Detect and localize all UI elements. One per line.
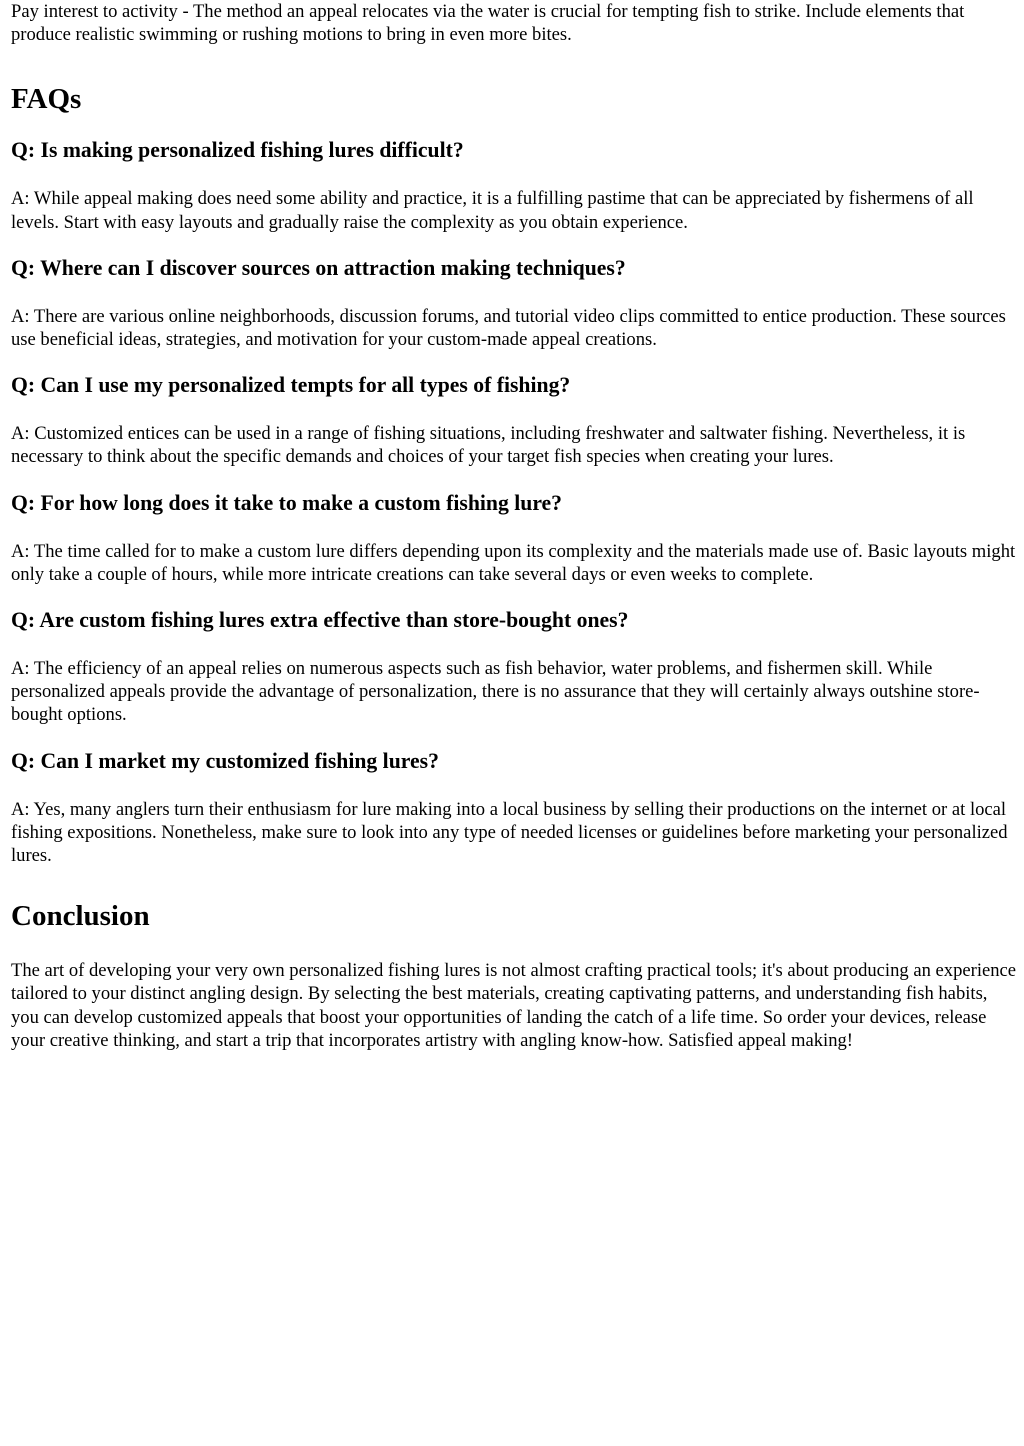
- conclusion-paragraph: The art of developing your very own personalized fishing lures is not almost crafting practical tools; it's about producing an experience tailored to your distinct angling design. By selecting the best materials, creating captivating patterns, and understanding fish habits, you can develop customized appeals that boost your opportunities of landing the catch of a life time. So order your devices, release your creative thinking, and start a trip that incorporates artistry with angling know-how. Satisfied appeal making!: [11, 960, 1017, 1051]
- faq-question-1: Q: Is making personalized fishing lures difficult?: [11, 138, 464, 163]
- intro-paragraph: Pay interest to activity - The method an appeal relocates via the water is crucial for tempting fish to strike. Include elements that produce realistic swimming or rushing motions to bring in even more bites.: [11, 1, 965, 46]
- faq-question-2: Q: Where can I discover sources on attraction making techniques?: [11, 255, 626, 280]
- faq-answer-2: A: There are various online neighborhoods, discussion forums, and tutorial video clips committed to entice production. These sources use beneficial ideas, strategies, and motivation for your custom-made appeal creations.: [11, 305, 1006, 351]
- faq-answer-6: A: Yes, many anglers turn their enthusiasm for lure making into a local business by selling their productions on the internet or at local fishing expositions. Nonetheless, make sure to look into any type of needed licenses or guidelines before marketing your personalized lures.: [11, 798, 1008, 867]
- article-content: [11, 0, 1017, 1052]
- conclusion-heading: Conclusion: [11, 900, 150, 933]
- faqs-heading: FAQs: [11, 83, 82, 116]
- faq-question-4: Q: For how long does it take to make a custom fishing lure?: [11, 490, 563, 515]
- faq-question-6: Q: Can I market my customized fishing lures?: [11, 748, 439, 773]
- faq-question-5: Q: Are custom fishing lures extra effective than store-bought ones?: [11, 608, 629, 633]
- faq-answer-1: A: While appeal making does need some ability and practice, it is a fulfilling pastime that can be appreciated by fishermens of all levels. Start with easy layouts and gradually raise the complexity as you obtain experience.: [11, 188, 974, 233]
- faq-answer-5: A: The efficiency of an appeal relies on numerous aspects such as fish behavior, water problems, and fishermen skill. While personalized appeals provide the advantage of personalization, there is no assurance that they will certainly always outshine store-bought options.: [11, 658, 980, 726]
- faq-question-3: Q: Can I use my personalized tempts for all types of fishing?: [11, 373, 571, 398]
- faq-answer-4: A: The time called for to make a custom lure differs depending upon its complexity and the materials made use of. Basic layouts might only take a couple of hours, while more intricate creations can take several days or even weeks to complete.: [11, 540, 1016, 585]
- faq-list: [11, 137, 1017, 867]
- faq-answer-3: A: Customized entices can be used in a range of fishing situations, including freshwater and saltwater fishing. Nevertheless, it is necessary to think about the specific demands and choices of your target fish species when creating your lures.: [11, 423, 966, 468]
